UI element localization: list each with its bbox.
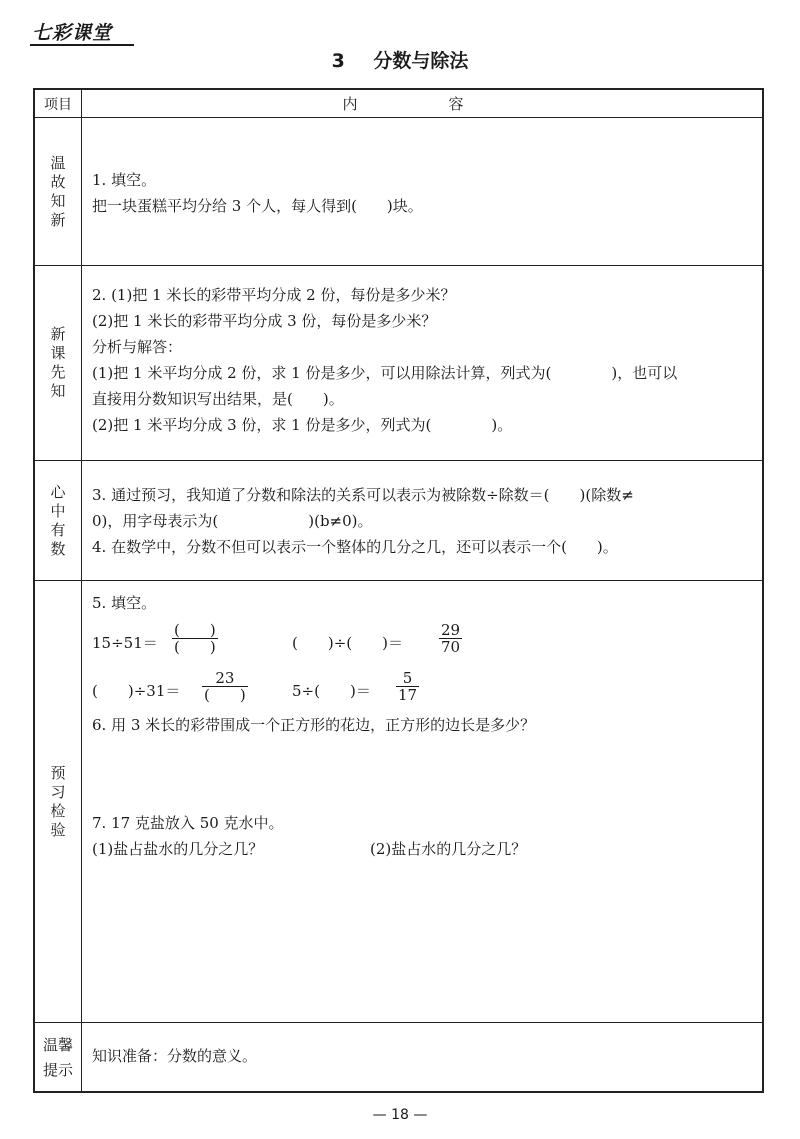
- page-title: [0, 46, 800, 73]
- analysis-1b: 直接用分数知识写出结果，是( )。: [92, 390, 344, 408]
- question-7: 7. 17 克盐放入 50 克水中。: [92, 814, 284, 832]
- header-item: 项目: [44, 96, 72, 113]
- q5a-expression: 15÷51＝: [92, 634, 158, 652]
- label-char: 习: [50, 782, 66, 801]
- label-char: 知: [50, 382, 66, 400]
- lesson-title: 分数与除法: [373, 50, 469, 72]
- question-4: 4. 在数学中，分数不但可以表示一个整体的几分之几，还可以表示一个( )。: [92, 538, 618, 556]
- label-char: 温: [50, 153, 66, 172]
- question-2-part-1: 2. (1)把 1 米长的彩带平均分成 2 份，每份是多少米？: [92, 286, 456, 304]
- label-preview: [35, 581, 81, 1022]
- fraction-numerator: ( ): [174, 621, 216, 639]
- tip-content: [92, 1043, 752, 1069]
- question-3-line-2: 0)，用字母表示为( )(b≠0)。: [92, 512, 373, 530]
- label-char: 先: [50, 363, 66, 381]
- label-char: 新: [50, 325, 66, 343]
- question-2-part-2: (2)把 1 米长的彩带平均分成 3 份，每份是多少米？: [92, 312, 437, 330]
- review-content: [92, 167, 752, 219]
- question-5-row-2: [92, 670, 752, 710]
- label-line: 提示: [42, 1061, 73, 1079]
- label-char: 验: [50, 820, 66, 839]
- label-tip: [35, 1023, 81, 1093]
- question-7-part-2: (2)盐占水的几分之几？: [370, 840, 527, 858]
- fraction-denominator: 70: [441, 638, 461, 656]
- label-char: 数: [50, 539, 66, 558]
- row-divider: [35, 1022, 762, 1023]
- fraction-numerator: 5: [396, 670, 419, 687]
- q5d-fraction: [396, 670, 419, 703]
- analysis-heading: 分析与解答：: [92, 338, 183, 356]
- question-1-text: 把一块蛋糕平均分给 3 个人，每人得到( )块。: [92, 197, 423, 215]
- question-7-part-1: (1)盐占盐水的几分之几？: [92, 840, 264, 858]
- label-char: 中: [50, 501, 66, 520]
- q5c-fraction: [202, 670, 248, 703]
- label-char: 心: [50, 482, 66, 501]
- label-char: 知: [50, 191, 66, 210]
- label-char: 新: [50, 210, 66, 229]
- q5d-expression: 5÷( )＝: [292, 682, 371, 700]
- row-divider: [35, 265, 762, 266]
- question-6: 6. 用 3 米长的彩带围成一个正方形的花边，正方形的边长是多少？: [92, 716, 536, 734]
- fraction-numerator: 29: [441, 621, 461, 639]
- tip-text: 知识准备：分数的意义。: [92, 1047, 258, 1065]
- question-5-title: 5. 填空。: [92, 594, 157, 612]
- analysis-1a: (1)把 1 米平均分成 2 份，求 1 份是多少，可以用除法计算，列式为( )，也可以: [92, 364, 678, 382]
- question-3-line-1: 3. 通过预习，我知道了分数和除法的关系可以表示为被除数÷除数＝( )(除数≠: [92, 486, 634, 504]
- row-divider: [35, 117, 762, 118]
- row-divider: [35, 580, 762, 581]
- column-divider: [81, 90, 82, 1091]
- insight-content: [92, 482, 752, 560]
- fraction-denominator: 17: [398, 686, 418, 704]
- label-review: [35, 118, 81, 265]
- new-lesson-content: [92, 282, 752, 438]
- label-new-lesson: [35, 266, 81, 460]
- header-content: 内 容: [342, 95, 502, 113]
- label-char: 课: [50, 344, 66, 362]
- q5c-expression: ( )÷31＝: [92, 682, 181, 700]
- analysis-2: (2)把 1 米平均分成 3 份，求 1 份是多少，列式为( )。: [92, 416, 513, 434]
- worksheet-table: [33, 88, 764, 1093]
- q5a-fraction: [172, 622, 218, 655]
- preview-content: [92, 590, 752, 862]
- label-char: 预: [50, 763, 66, 782]
- label-char: 检: [50, 801, 66, 820]
- q5b-expression: ( )÷( )＝: [292, 634, 403, 652]
- fraction-denominator: ( ): [204, 686, 246, 704]
- label-insight: [35, 461, 81, 580]
- lesson-number: 3: [331, 50, 345, 72]
- label-char: 有: [50, 520, 66, 539]
- question-5-row-1: [92, 622, 752, 662]
- fraction-denominator: ( ): [174, 638, 216, 656]
- brand-logo: 七彩课堂: [32, 22, 113, 44]
- q5b-fraction: [439, 622, 462, 655]
- label-char: 故: [50, 172, 66, 191]
- label-line: 温馨: [42, 1036, 73, 1054]
- row-divider: [35, 460, 762, 461]
- page-number: — 18 —: [372, 1107, 428, 1123]
- fraction-numerator: 23: [202, 670, 248, 687]
- question-7-parts: [92, 836, 752, 862]
- question-1-title: 1. 填空。: [92, 171, 157, 189]
